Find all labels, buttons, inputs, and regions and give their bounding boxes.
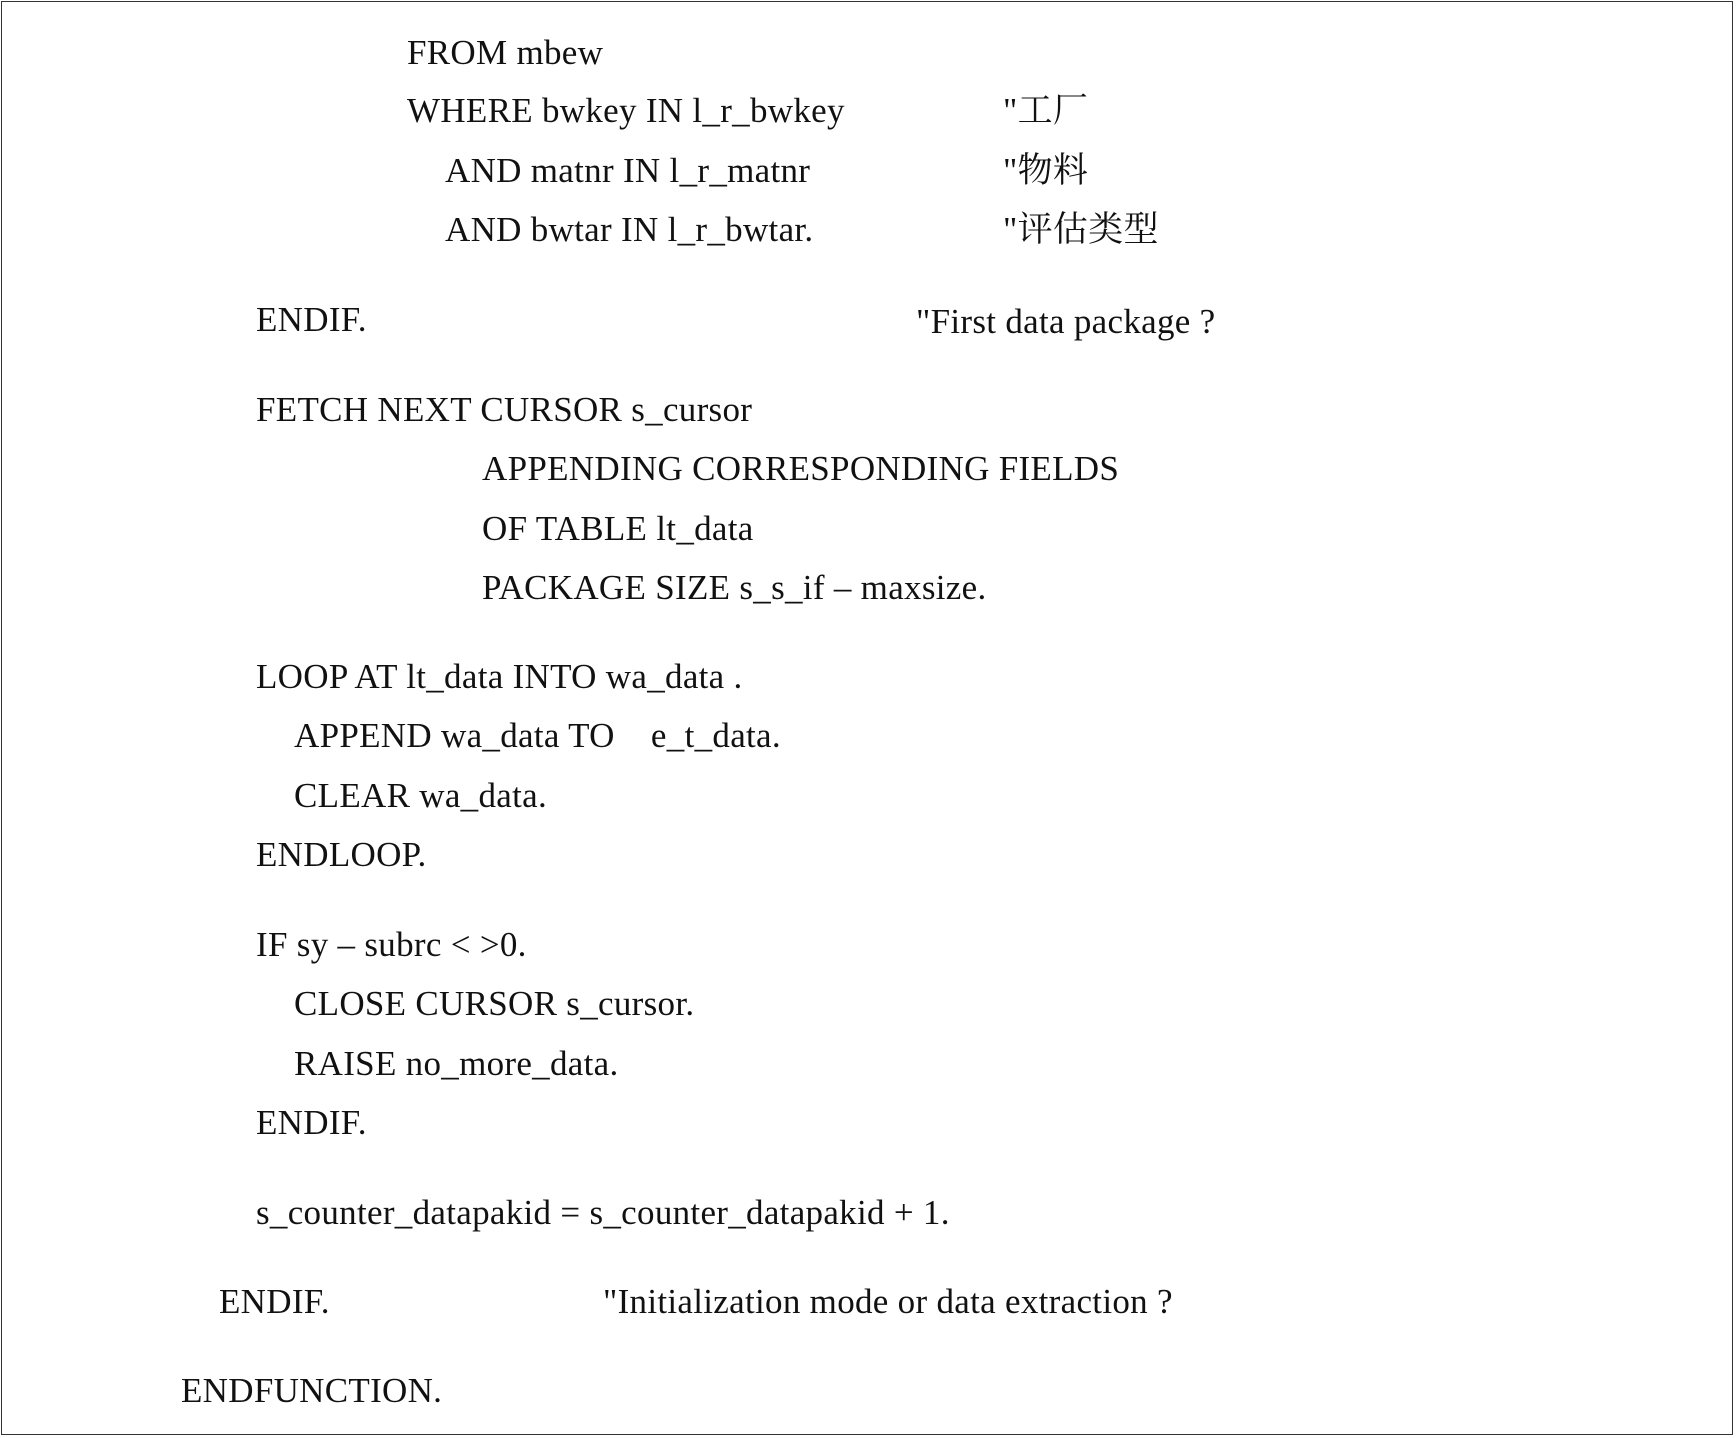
code-line-raise: RAISE no_more_data. [294, 1044, 619, 1083]
code-line-and-matnr: AND matnr IN l_r_matnr [445, 151, 811, 190]
code-line-endif-1: ENDIF. [256, 300, 367, 339]
code-line-and-bwtar: AND bwtar IN l_r_bwtar. [445, 210, 814, 249]
code-line-fetch: FETCH NEXT CURSOR s_cursor [256, 390, 753, 429]
code-line-endif-2: ENDIF. [256, 1103, 367, 1142]
code-line-loop: LOOP AT lt_data INTO wa_data . [256, 657, 743, 696]
comment-init-mode: "Initialization mode or data extraction ? [603, 1282, 1173, 1321]
comment-valuation-type: "评估类型 [1003, 210, 1159, 249]
code-line-if: IF sy – subrc < >0. [256, 925, 527, 964]
comment-plant: "工厂 [1003, 91, 1089, 130]
code-line-of-table: OF TABLE lt_data [482, 509, 754, 548]
comment-material: "物料 [1003, 151, 1089, 190]
code-line-append: APPEND wa_data TO e_t_data. [294, 716, 781, 755]
code-line-close-cursor: CLOSE CURSOR s_cursor. [294, 984, 695, 1023]
code-line-clear: CLEAR wa_data. [294, 776, 548, 815]
code-line-where: WHERE bwkey IN l_r_bwkey [407, 91, 845, 130]
code-line-package-size: PACKAGE SIZE s_s_if – maxsize. [482, 568, 987, 607]
code-line-endloop: ENDLOOP. [256, 835, 427, 874]
code-line-appending: APPENDING CORRESPONDING FIELDS [482, 449, 1120, 488]
code-line-endif-3: ENDIF. [219, 1282, 330, 1321]
code-line-counter: s_counter_datapakid = s_counter_datapakid + 1. [256, 1193, 950, 1232]
comment-first-package: "First data package ? [916, 302, 1216, 341]
code-line-from: FROM mbew [407, 33, 604, 72]
code-line-endfunction: ENDFUNCTION. [181, 1371, 443, 1410]
